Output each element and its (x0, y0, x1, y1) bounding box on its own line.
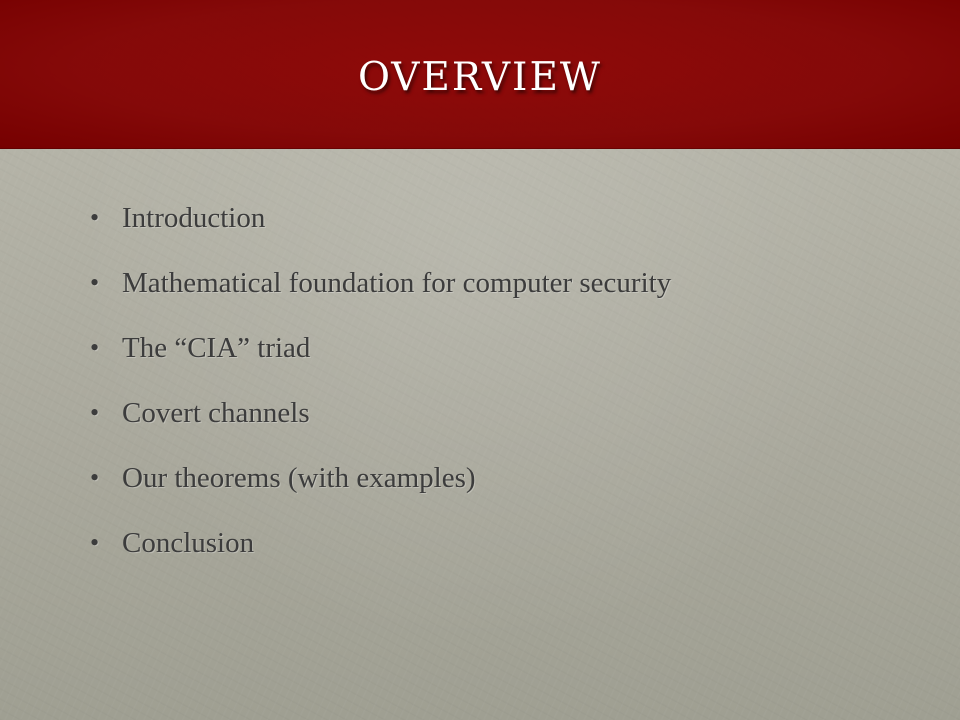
bullet-icon: • (90, 528, 100, 557)
bullet-item-our-theorems (0, 456, 960, 521)
bullet-item-conclusion (0, 521, 960, 586)
bullet-icon: • (90, 398, 100, 427)
slide-title: overview (357, 39, 603, 104)
bullet-text: Covert channels (122, 397, 310, 429)
bullet-item-cia-triad (0, 326, 960, 391)
bullet-item-covert-channels (0, 391, 960, 456)
title-band (0, 0, 960, 149)
bullet-icon: • (90, 333, 100, 362)
bullet-text: Our theorems (with examples) (122, 462, 476, 494)
bullet-icon: • (90, 268, 100, 297)
bullet-icon: • (90, 463, 100, 492)
bullet-text: Introduction (122, 202, 266, 234)
bullet-text: Conclusion (122, 527, 255, 559)
bullet-item-introduction (0, 196, 960, 261)
bullet-text: Mathematical foundation for computer security (122, 267, 672, 299)
bullet-text: The “CIA” triad (122, 332, 311, 364)
bullet-list (0, 196, 960, 586)
bullet-icon: • (90, 203, 100, 232)
bullet-item-mathematical-foundation (0, 261, 960, 326)
